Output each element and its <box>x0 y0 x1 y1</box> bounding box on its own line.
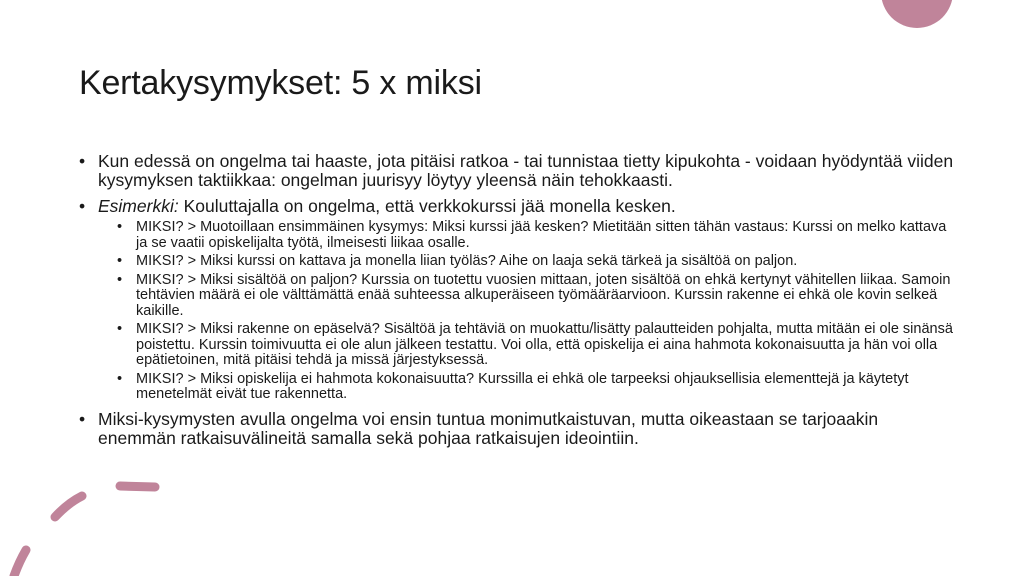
decorative-dash-bottom <box>14 550 26 576</box>
sub-bullet-item <box>117 322 959 369</box>
sub-bullet-marker: • <box>117 253 123 269</box>
sub-bullet-text: MIKSI? > Miksi opiskelija ei hahmota kokonaisuutta? Kurssilla ei ehkä ole tarpeeksi ohjauksellisia elementtejä ja käytetyt menetelmät eivät tue rakennetta. <box>136 370 909 402</box>
bullet-item <box>79 197 959 403</box>
sub-bullet-marker: • <box>117 321 123 337</box>
bullet-text: Miksi-kysymysten avulla ongelma voi ensin tuntua monimutkaistuvan, mutta oikeastaan se tarjoaakin enemmän ratkaisuvälineitä samalla sekä pohjaa ratkaisujen ideointiin. <box>98 408 879 448</box>
bullet-marker: • <box>79 408 86 429</box>
sub-bullet-marker: • <box>117 370 123 387</box>
sub-bullet-text: MIKSI? > Miksi sisältöä on paljon? Kurssia on tuotettu vuosien mittaan, joten sisältöä on ehkä kertynyt vähitellen liikaa. Samoin tehtävien määrä ei ole välttämättä enää suhteessa alkuperäiseen työmääräarvioon. Kurssin rakenne ei ehkä ole kovin selkeä kaikille. <box>136 271 951 319</box>
bullet-item <box>79 410 959 448</box>
sub-bullet-item <box>117 254 959 270</box>
decorative-circle <box>881 0 953 28</box>
bullet-item <box>79 152 959 190</box>
bullet-text: Kun edessä on ongelma tai haaste, jota pitäisi ratkoa - tai tunnistaa tietty kipukohta - voidaan hyödyntää viiden kysymyksen taktiikkaa: ongelman juurisyy löytyy yleensä näin tehokkaasti. <box>98 151 954 190</box>
bullet-text: Kouluttajalla on ongelma, että verkkokurssi jää monella kesken. <box>178 196 676 216</box>
decorative-dash-middle <box>55 496 82 517</box>
decorative-dash-top <box>120 486 155 487</box>
sub-bullet-item <box>117 220 959 251</box>
sub-bullet-list <box>98 220 959 403</box>
bullet-emphasis: Esimerkki: <box>98 196 179 216</box>
sub-bullet-item <box>117 273 959 320</box>
sub-bullet-marker: • <box>117 271 123 288</box>
sub-bullet-text: MIKSI? > Miksi kurssi on kattava ja monella liian työläs? Aihe on laaja sekä tärkeä ja sisältöä on paljon. <box>136 253 798 269</box>
slide-title: Kertakysymykset: 5 x miksi <box>79 64 482 102</box>
sub-bullet-item <box>117 372 959 403</box>
sub-bullet-text: MIKSI? > Muotoillaan ensimmäinen kysymys: Miksi kurssi jää kesken? Mietitään sitten tähän vastaus: Kurssi on melko kattava ja se vaatii opiskelijalta työtä, ilmeisesti liikaa osalle. <box>136 219 947 251</box>
bullet-marker: • <box>79 151 86 171</box>
sub-bullet-marker: • <box>117 219 123 235</box>
bullet-marker: • <box>79 196 86 216</box>
bullet-list <box>79 152 959 455</box>
sub-bullet-text: MIKSI? > Miksi rakenne on epäselvä? Sisältöä ja tehtäviä on muokattu/lisätty palautteiden pohjalta, mutta mitään ei ole sinänsä poistettu. Kurssin toimivuutta ei ole alun jälkeen testattu. Voi olla, että opiskelija ei aina hahmota kokonaisuutta ja hän voi olla epätietoinen, mitä pitäisi tehdä ja missä järjestyksessä. <box>136 321 953 368</box>
